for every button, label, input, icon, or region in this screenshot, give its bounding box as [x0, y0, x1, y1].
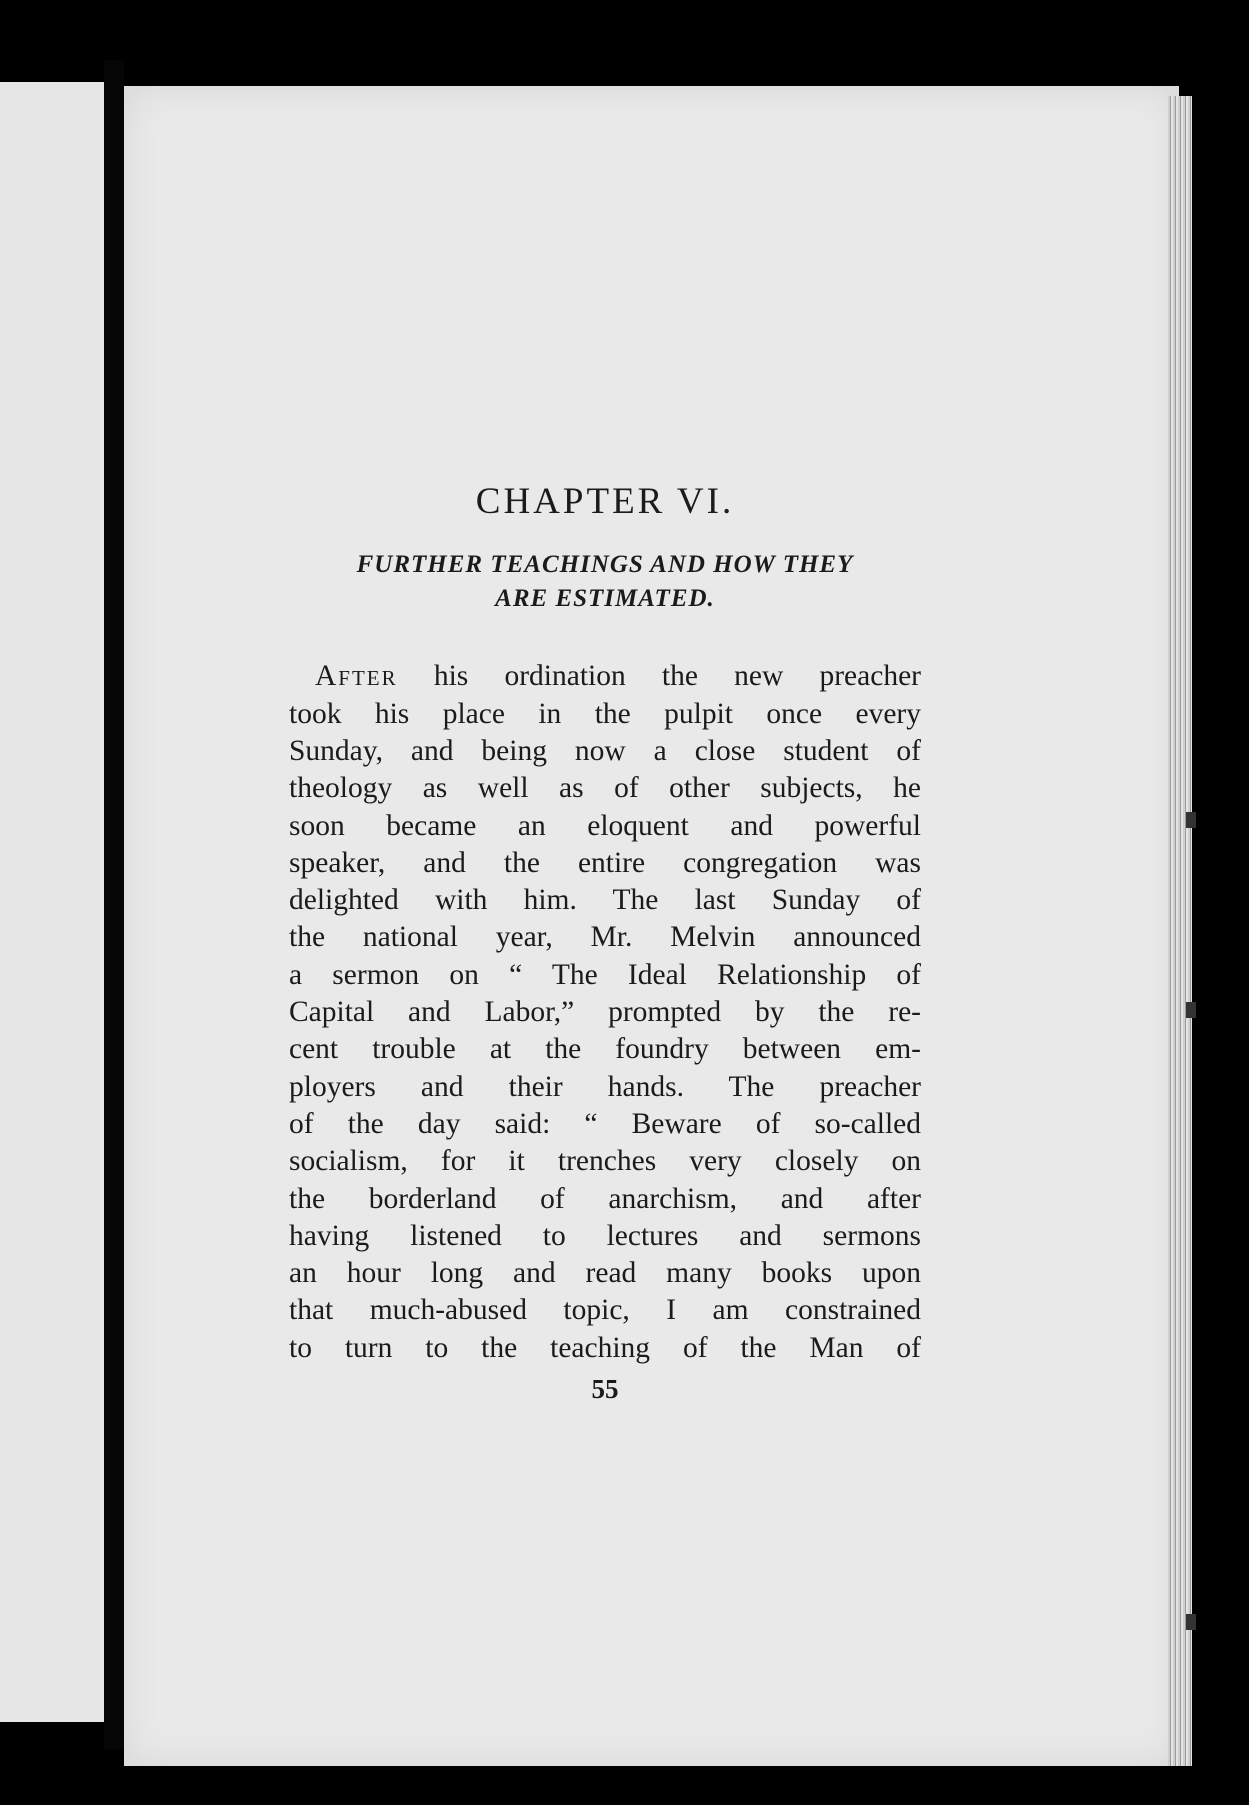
text-line-rest: his ordination the new preacher [397, 660, 921, 693]
chapter-subtitle [289, 548, 921, 616]
scan-artifact-mark [1186, 812, 1196, 828]
chapter-title: CHAPTER VI. [475, 481, 735, 522]
text-line: delighted with him. The last Sunday of [289, 884, 921, 917]
text-line: theology as well as of other subjects, he [289, 772, 921, 805]
text-line: the borderland of anarchism, and after [289, 1182, 921, 1215]
text-line: ployers and their hands. The preacher [289, 1070, 921, 1103]
page-number: 55 [591, 1374, 619, 1405]
scan-artifact-mark [1186, 1002, 1196, 1018]
text-line: a sermon on “ The Ideal Relationship of [289, 958, 921, 991]
previous-page-edge [0, 82, 104, 1722]
text-line: that much-abused topic, I am constrained [289, 1294, 921, 1327]
text-line: Sunday, and being now a close student of [289, 734, 921, 767]
text-line: took his place in the pulpit once every [289, 697, 921, 730]
text-line: soon became an eloquent and powerful [289, 809, 921, 842]
text-line [289, 658, 921, 695]
text-line: the national year, Mr. Melvin announced [289, 921, 921, 954]
text-line: Capital and Labor,” prompted by the re- [289, 996, 921, 1029]
chapter-subtitle-line: FURTHER TEACHINGS AND HOW THEY [356, 551, 854, 579]
text-line: socialism, for it trenches very closely on [289, 1145, 921, 1178]
text-line: having listened to lectures and sermons [289, 1219, 921, 1252]
text-line: of the day said: “ Beware of so-called [289, 1107, 921, 1140]
chapter-subtitle-line: ARE ESTIMATED. [495, 585, 715, 613]
scan-artifact-mark [1186, 1614, 1196, 1630]
text-line: speaker, and the entire congregation was [289, 846, 921, 879]
body-paragraph [289, 658, 921, 1367]
book-gutter [104, 60, 124, 1750]
text-line: cent trouble at the foundry between em- [289, 1033, 921, 1066]
page-stack-edge [1168, 96, 1192, 1766]
text-line: an hour long and read many books upon [289, 1257, 921, 1290]
drop-word: After [315, 660, 398, 693]
text-line: to turn to the teaching of the Man of [289, 1331, 921, 1364]
page-text-block [289, 480, 921, 1405]
